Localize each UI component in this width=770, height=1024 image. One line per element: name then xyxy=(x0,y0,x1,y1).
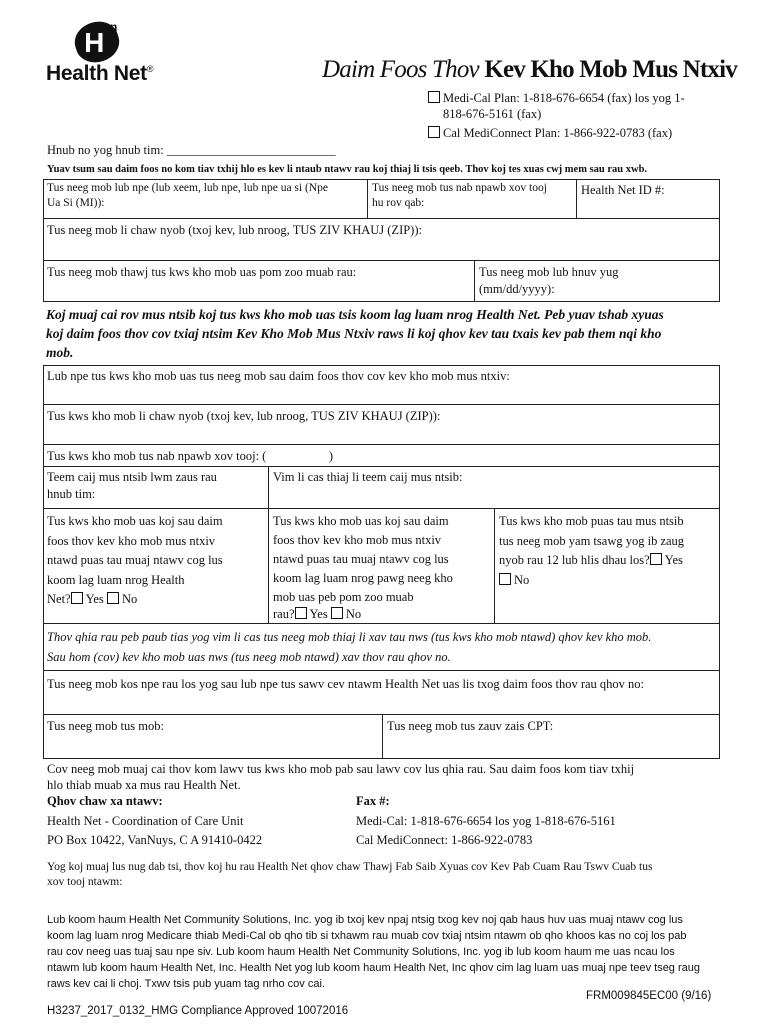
q2-yes-checkbox[interactable] xyxy=(295,607,307,619)
logo-mark-sup: n xyxy=(110,20,118,34)
q3-no-checkbox[interactable] xyxy=(499,573,511,585)
service-note: Thov qhia rau peb paub tias yog vim li cas tus neeg mob thiaj li xav tau nws (tus kws kho mob ntawd) qhov kev kho mob. Sau hom (cov) kev kho mob uas nws (tus neeg mob ntawd) xav thov rau qhov no. xyxy=(47,630,652,664)
fax-option-cal-mediconnect[interactable]: Cal MediConnect Plan: 1-866-922-0783 (fax) xyxy=(428,125,672,141)
fax-option-medi-cal-cont: 818-676-5161 (fax) xyxy=(443,107,542,121)
q1-yes-checkbox[interactable] xyxy=(71,592,83,604)
member-name-field[interactable]: Tus neeg mob lub npe (lub xeem, lub npe, lub npe ua si (Npe Ua Si (MI)): xyxy=(47,182,328,209)
member-pcp-field[interactable]: Tus neeg mob thawj tus kws kho mob uas pom zoo muab rau: xyxy=(47,265,357,279)
questions-contact: Yog koj muaj lus nug dab tsi, thov koj hu rau Health Net qhov chaw Thawj Fab Saib Xyuas cov Kev Pab Cuam Rau Tswv Cuab tus xov tooj ntawm: xyxy=(47,861,653,888)
q3-yes-checkbox[interactable] xyxy=(650,553,662,565)
fax-heading: Fax #: xyxy=(356,794,390,808)
provider-address-label: Tus kws kho mob li chaw nyob (txoj kev, lub nroog, TUS ZIV KHAUJ (ZIP)): xyxy=(47,409,441,423)
fax-numbers: Medi-Cal: 1-818-676-6654 los yog 1-818-676-5161 Cal MediConnect: 1-866-922-0783 xyxy=(356,814,616,847)
provider-name-label: Lub npe tus kws kho mob uas tus neeg mob sau daim foos thov cov kev kho mob mus ntxiv: xyxy=(47,369,510,383)
q1-no-checkbox[interactable] xyxy=(107,592,119,604)
last-visit-field[interactable]: Teem caij mus ntsib lwm zaus rau hnub tim: xyxy=(47,470,217,501)
logo-mark-letter: H xyxy=(84,26,105,58)
visit-reason-field[interactable]: Vim li cas thiaj li teem caij mus ntsib: xyxy=(273,470,463,484)
representative-label: Tus neeg mob kos npe rau los yog sau lub npe tus sawv cev ntawm Health Net uas lis txog daim foos thov rau qhov no: xyxy=(47,677,645,691)
form-title: Daim Foos Thov Kev Kho Mob Mus Ntxiv xyxy=(322,56,737,83)
date-received-field[interactable]: Hnub no yog hnub tim: ___________________________ xyxy=(47,143,336,157)
question-contracted-group: Tus kws kho mob uas koj sau daim foos thov kev kho mob mus ntxiv ntawd puas tau muaj ntawv cog lus koom lag luam nrog pawg neeg kho mob uas peb pom zoo muab rau? Yes No xyxy=(273,514,453,621)
member-phone-field[interactable]: Tus neeg mob tus nab npawb xov tooj hu rov qab: xyxy=(372,182,547,209)
cpt-field[interactable]: Tus neeg mob tus zauv zais CPT: xyxy=(387,719,554,733)
form-instructions: Yuav tsum sau daim foos no kom tiav txhij hlo es kev li ntaub ntawv rau koj thiaj li tsis qeeb. Thov koj tes xuas cwj mem sau rau xwb. xyxy=(47,164,648,175)
member-address-label: Tus neeg mob li chaw nyob (txoj kev, lub nroog, TUS ZIV KHAUJ (ZIP)): xyxy=(47,223,422,237)
question-seen-12-months: Tus kws kho mob puas tau mus ntsib tus neeg mob yam tsawg yog ib zaug nyob rau 12 lub hlis dhau los? Yes No xyxy=(499,514,685,587)
health-net-logo-text: Health Net® xyxy=(46,62,154,85)
health-net-id-field[interactable]: Health Net ID #: xyxy=(581,183,665,197)
form-code: FRM009845EC00 (9/16) xyxy=(586,990,712,1002)
mail-address: Health Net - Coordination of Care Unit PO Box 10422, VanNuys, C A 91410-0422 xyxy=(47,814,263,847)
cal-mediconnect-checkbox[interactable] xyxy=(428,126,440,138)
submission-paragraph: Cov neeg mob muaj cai thov kom lawv tus kws kho mob pab sau lawv cov lus qhia rau. Sau daim foos kom tiav txhij hlo thiab muab xa mus rau Health Net. xyxy=(47,762,635,792)
disclaimer: Lub koom haum Health Net Community Solutions, Inc. yog ib txoj kev npaj ntsig txog kev noj qab haus huv uas muaj ntawv cog lus koom lag luam nrog Medicare thiab Medi-Cal ob qho tib si txhawm rau muab cov txiaj ntsim ntawm ob qho khoos kas no coj los pab rau cov neeg uas tuaj sau npe siv. Lub koom haum Health Net Community Solutions, Inc. yog ib lub koom haum me uas ncau los ntawm lub koom haum Health Net, Inc. Health Net yog lub koom haum Health Net, Inc qhov cim lag luam uas muaj npe teev tseg raug raws kev cai li choj. Txwv tsis pub yuam tag nrho cov cai. xyxy=(47,914,700,990)
fax-option-medi-cal[interactable]: Medi-Cal Plan: 1-818-676-6654 (fax) los yog 1- xyxy=(428,90,685,106)
diagnosis-field[interactable]: Tus neeg mob tus mob: xyxy=(47,719,164,733)
medi-cal-checkbox[interactable] xyxy=(428,91,440,103)
approval-code: H3237_2017_0132_HMG Compliance Approved 10072016 xyxy=(47,1005,349,1017)
oon-notice: Koj muaj cai rov mus ntsib koj tus kws kho mob uas tsis koom lag luam nrog Health Net. Peb yuav tshab xyuas koj daim foos thov cov txiaj ntsim Kev Kho Mob Mus Ntxiv raws li koj qhov kev tau txais kev pab them nqi kho mob. xyxy=(46,307,664,360)
provider-phone-label: Tus kws kho mob tus nab npawb xov tooj: ( ) xyxy=(47,449,334,463)
question-contracted-hn: Tus kws kho mob uas koj sau daim foos thov kev kho mob mus ntxiv ntawd puas tau muaj ntawv cog lus koom lag luam nrog Health Net? Yes No xyxy=(47,514,223,606)
q2-no-checkbox[interactable] xyxy=(331,607,343,619)
member-dob-field[interactable]: Tus neeg mob lub hnuv yug (mm/dd/yyyy): xyxy=(479,265,619,296)
mail-heading: Qhov chaw xa ntawv: xyxy=(47,794,163,808)
